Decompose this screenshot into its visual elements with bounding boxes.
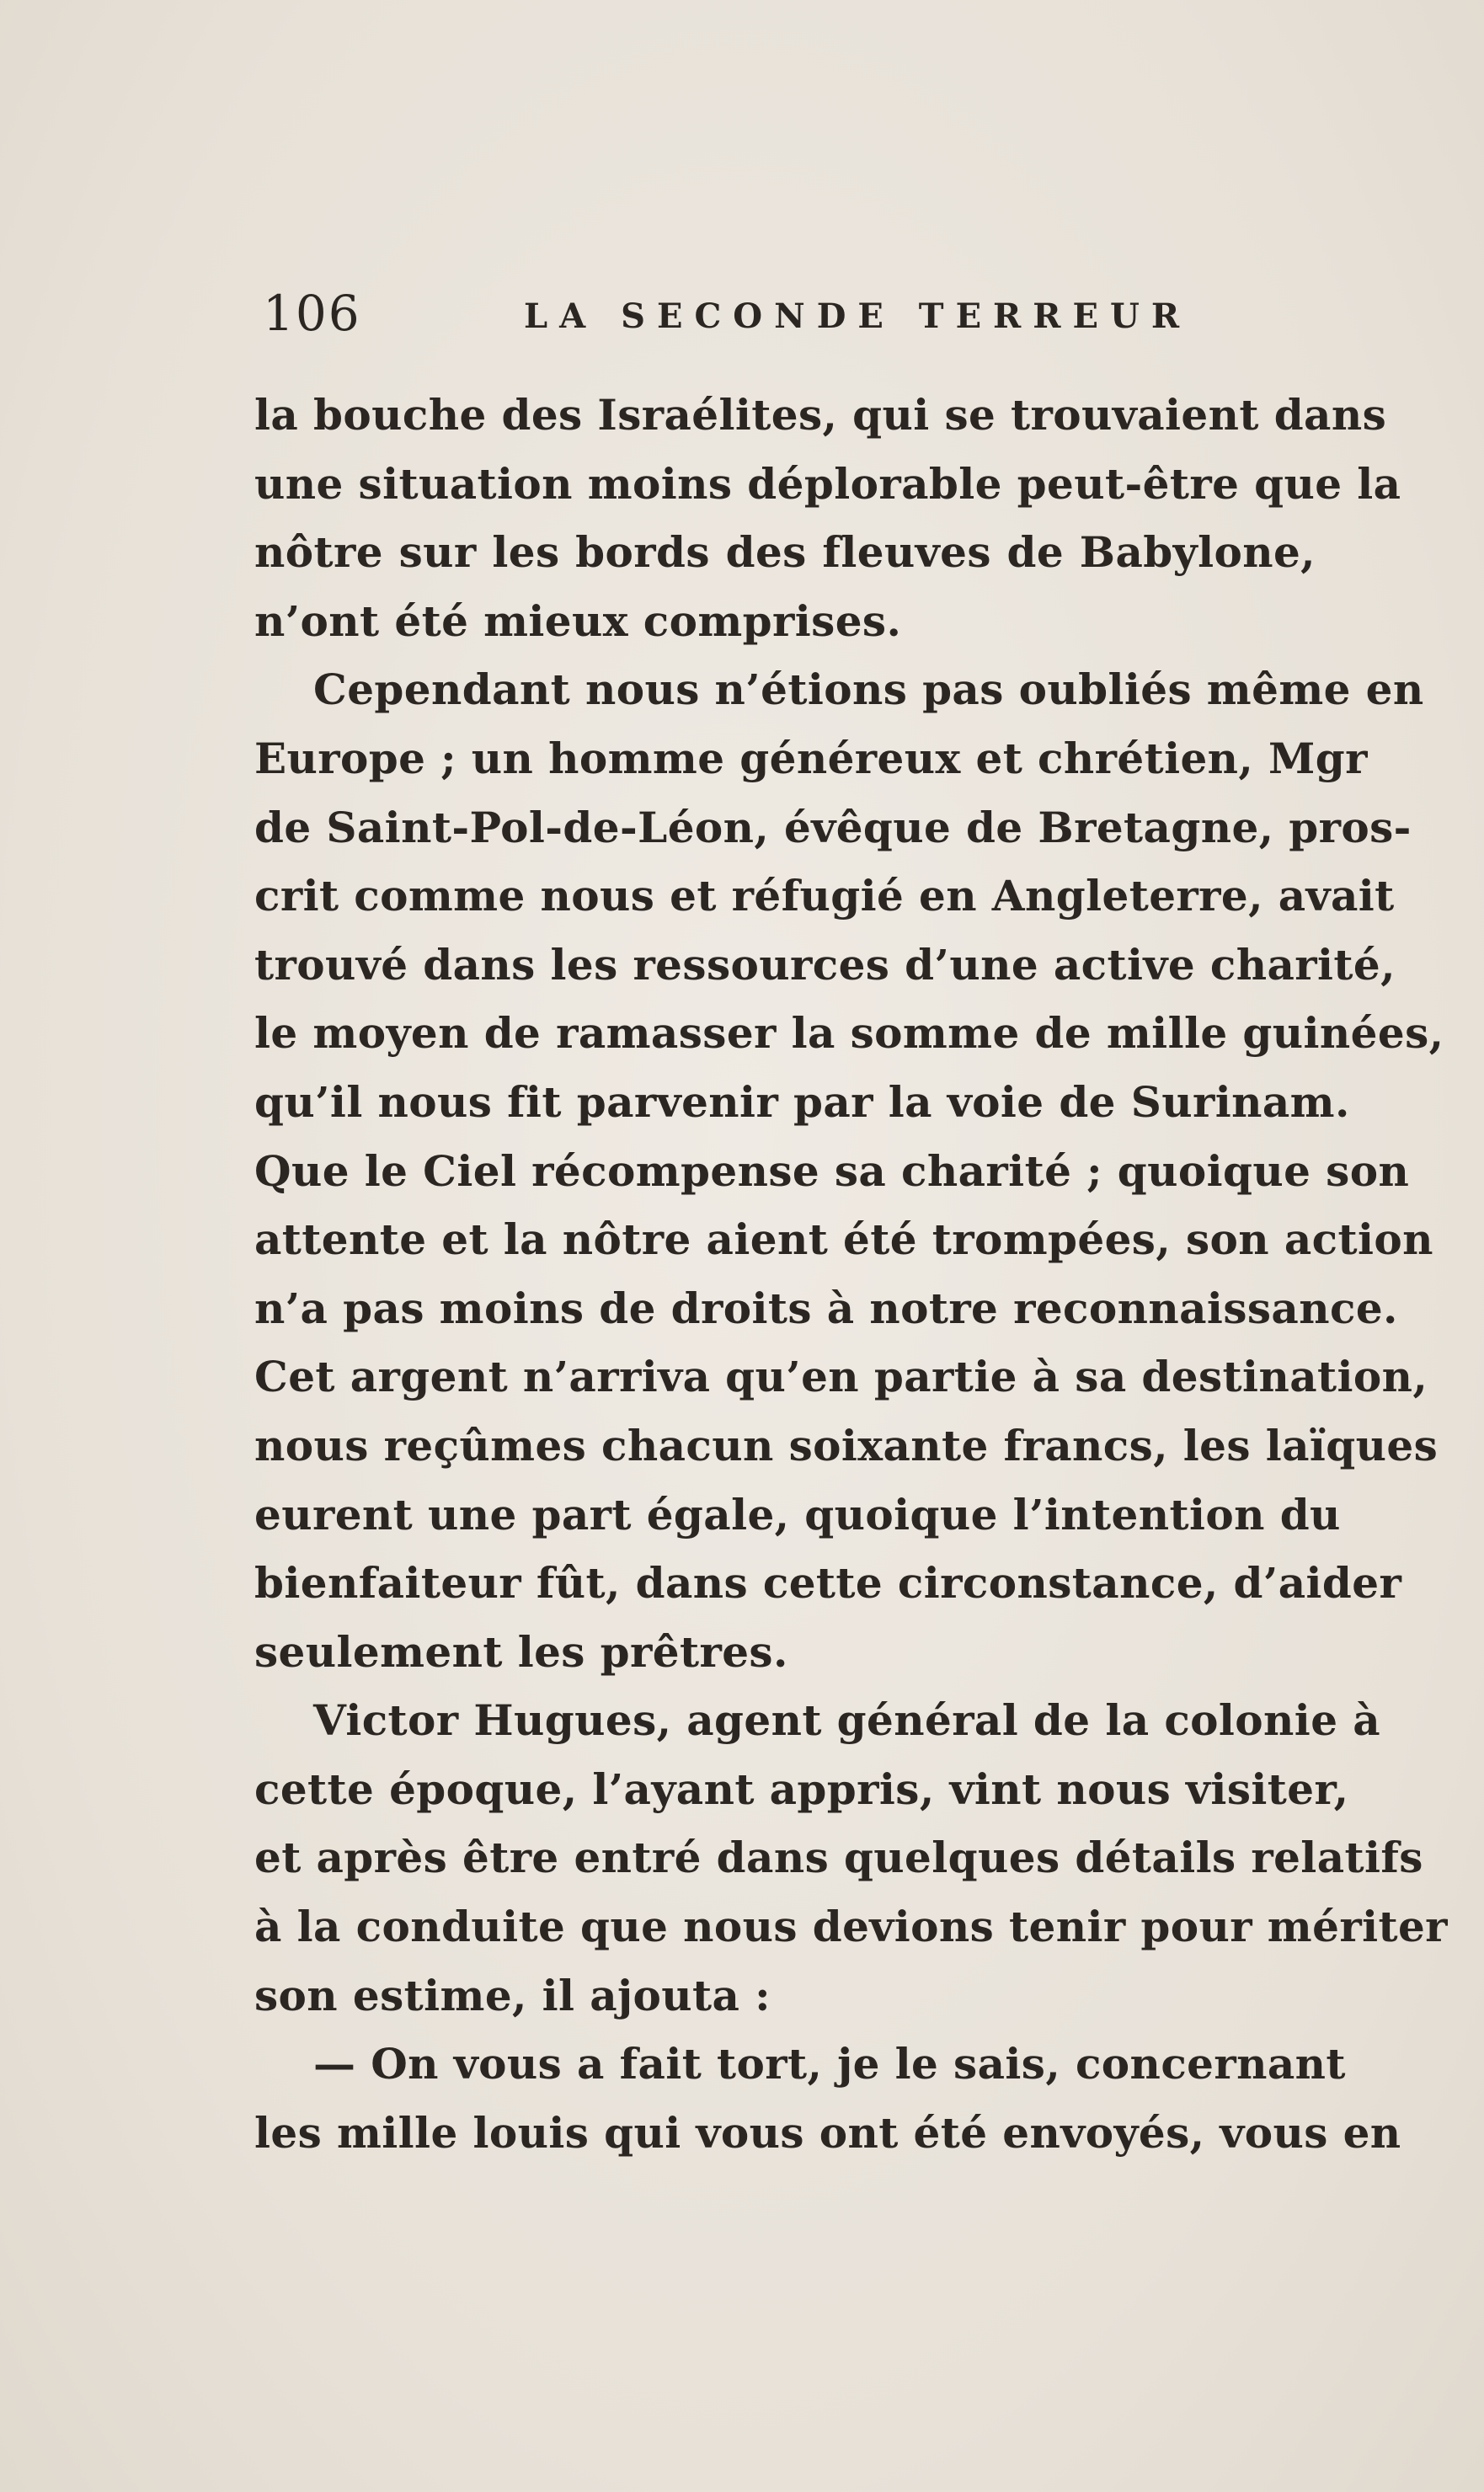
text-line: — On vous a fait tort, je le sais, concernant	[313, 2039, 1346, 2089]
text-line: Cependant nous n’étions pas oubliés même en	[313, 664, 1424, 715]
page-header	[263, 285, 1316, 352]
text-line: attente et la nôtre aient été trompées, son action	[254, 1214, 1433, 1265]
text-line: Europe ; un homme généreux et chrétien, Mgr	[254, 733, 1368, 783]
text-line: bienfaiteur fût, dans cette circonstance, d’aider	[254, 1558, 1402, 1609]
text-line: crit comme nous et réfugié en Angleterre, avait	[254, 871, 1395, 921]
text-line: nous reçûmes chacun soixante francs, les laïques	[254, 1420, 1439, 1470]
text-line: seulement les prêtres.	[254, 1626, 788, 1677]
text-line: à la conduite que nous devions tenir pour mériter	[254, 1902, 1448, 1952]
text-line: Cet argent n’arriva qu’en partie à sa destination,	[254, 1352, 1428, 1402]
body-text	[254, 381, 1448, 2167]
text-line: les mille louis qui vous ont été envoyés, vous en	[254, 2107, 1401, 2158]
page-number: 106	[263, 285, 361, 342]
text-line: qu’il nous fit parvenir par la voie de Surinam.	[254, 1076, 1350, 1127]
text-line: de Saint-Pol-de-Léon, évêque de Bretagne, pros-	[254, 802, 1412, 852]
text-line: son estime, il ajouta :	[254, 1970, 771, 2020]
text-line: et après être entré dans quelques détails relatifs	[254, 1833, 1423, 1883]
text-line: nôtre sur les bords des fleuves de Babylone,	[254, 527, 1316, 578]
text-line: la bouche des Israélites, qui se trouvaient dans	[254, 390, 1387, 440]
text-line: le moyen de ramasser la somme de mille guinées,	[254, 1008, 1444, 1059]
text-line: Victor Hugues, agent général de la colonie à	[313, 1695, 1381, 1746]
text-line: n’a pas moins de droits à notre reconnaissance.	[254, 1283, 1398, 1333]
text-line: n’ont été mieux comprises.	[254, 595, 902, 646]
text-line: trouvé dans les ressources d’une active charité,	[254, 939, 1396, 990]
text-line: Que le Ciel récompense sa charité ; quoique son	[254, 1145, 1410, 1196]
text-line: eurent une part égale, quoique l’intention du	[254, 1489, 1341, 1539]
text-line: cette époque, l’ayant appris, vint nous visiter,	[254, 1764, 1349, 1814]
text-line: une situation moins déplorable peut-être que la	[254, 458, 1401, 509]
running-title: LA SECONDE TERREUR	[524, 296, 1192, 336]
